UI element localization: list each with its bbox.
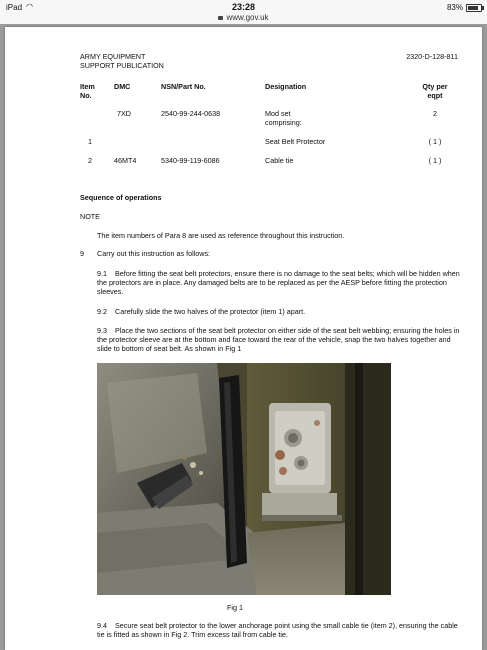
step-text: Before fitting the seat belt protectors, ensure there is no damage to the seat belts; which will be hidden when the protectors are in place. Any damaged belts are to be replaced as per the AESP before fitting the protection sleeves. — [97, 269, 460, 296]
col-header-item: Item No. — [80, 82, 95, 100]
table-cell-designation: Seat Belt Protector — [265, 137, 326, 146]
table-cell-nsn: 5340-99-119-6086 — [161, 156, 220, 165]
publisher-block — [80, 52, 164, 70]
col-header-nsn: NSN/Part No. — [161, 82, 206, 91]
table-cell-designation: Mod set comprising: — [265, 109, 302, 127]
step-text: Carefully slide the two halves of the protector (item 1) apart. — [115, 307, 306, 316]
table-cell-item: 1 — [88, 137, 92, 146]
step-number: 9.3 — [97, 326, 107, 335]
figure-caption: Fig 1 — [227, 603, 243, 612]
device-label: iPad — [6, 3, 23, 12]
url-text: www.gov.uk — [226, 13, 269, 22]
wifi-icon: ◠ — [26, 2, 33, 11]
status-bar — [0, 0, 487, 24]
table-cell-dmc: 46MT4 — [114, 156, 137, 165]
step-9-1 — [97, 269, 462, 296]
col-header-dmc: DMC — [114, 82, 131, 91]
table-cell-nsn: 2540-99-244-0638 — [161, 109, 221, 118]
step-9-3 — [97, 326, 462, 353]
address-bar[interactable] — [0, 13, 487, 22]
col-header-designation: Designation — [265, 82, 307, 91]
table-cell-qty: ( 1 ) — [428, 137, 442, 146]
doc-number: 2320-D-128-811 — [406, 52, 458, 61]
para-number: 9 — [80, 249, 84, 258]
battery-fill — [468, 6, 478, 10]
figure-photo — [97, 363, 391, 595]
note-text: The item numbers of Para 8 are used as reference throughout this instruction. — [97, 231, 345, 240]
table-cell-designation: Cable tie — [265, 156, 294, 165]
table-cell-qty: ( 1 ) — [428, 156, 442, 165]
col-header-qty: Qty per eqpt — [422, 82, 448, 100]
battery-percent: 83% — [446, 3, 463, 12]
table-cell-qty: 2 — [433, 109, 437, 118]
note-label: NOTE — [80, 212, 100, 221]
step-9-2 — [97, 307, 462, 316]
clock: 23:28 — [231, 2, 256, 12]
seat-belt-photo — [97, 363, 391, 595]
org-line-1: ARMY EQUIPMENT — [80, 52, 146, 61]
step-9-4 — [97, 621, 462, 639]
table-cell-dmc: 7XD — [117, 109, 131, 118]
table-cell-item: 2 — [88, 156, 92, 165]
org-line-2: SUPPORT PUBLICATION — [80, 61, 164, 70]
step-number: 9.1 — [97, 269, 107, 278]
step-number: 9.4 — [97, 621, 107, 630]
document-page — [5, 27, 482, 650]
lock-icon — [218, 16, 223, 20]
para-text: Carry out this instruction as follows: — [97, 249, 211, 258]
section-title: Sequence of operations — [80, 193, 162, 202]
step-number: 9.2 — [97, 307, 107, 316]
battery-icon — [466, 4, 482, 12]
step-text: Place the two sections of the seat belt protector on either side of the seat belt webbing; ensuring the holes in the protector sleeve are at the bottom and face toward the rear of the vehicle, snap the two halves together and slide to bottom of seat belt. As shown in Fig 1 — [97, 326, 460, 353]
step-text: Secure seat belt protector to the lower anchorage point using the small cable tie (item 2), ensuring the cable tie is fitted as shown in Fig 2. Trim excess tail from cable tie. — [97, 621, 458, 639]
